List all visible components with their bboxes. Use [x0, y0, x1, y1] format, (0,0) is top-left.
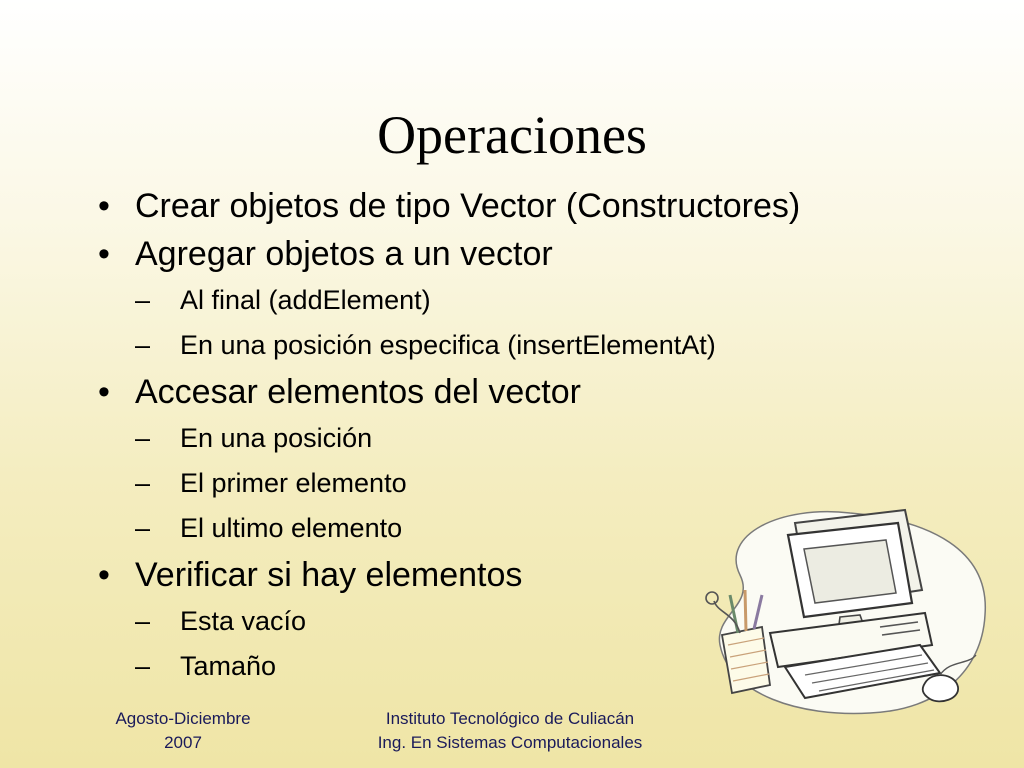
footer-year-line: 2007 — [164, 733, 202, 752]
sub-bullet-text: El ultimo elemento — [180, 513, 403, 543]
computer-clipart-icon — [700, 495, 1000, 720]
sub-bullet-text: Esta vacío — [180, 606, 307, 636]
sub-bullet-mark: – — [135, 468, 151, 498]
bullet-text: Verificar si hay elementos — [135, 556, 523, 594]
bullet-mark: • — [98, 556, 110, 594]
footer-date — [98, 707, 268, 755]
bullet-text: Crear objetos de tipo Vector (Constructores) — [135, 187, 801, 225]
bullet-item — [98, 182, 958, 230]
sub-bullet-mark: – — [135, 330, 151, 360]
sub-bullet-text: En una posición — [180, 423, 373, 453]
sub-bullet-text: Al final (addElement) — [180, 285, 431, 315]
bullet-text: Agregar objetos a un vector — [135, 235, 553, 273]
sub-bullet-mark: – — [135, 423, 151, 453]
bullet-mark: • — [98, 235, 110, 273]
sub-bullet-item — [135, 323, 958, 368]
footer-program-line: Ing. En Sistemas Computacionales — [377, 733, 643, 752]
bullet-mark: • — [98, 373, 110, 411]
bullet-item — [98, 230, 958, 278]
sub-bullet-mark: – — [135, 606, 151, 636]
sub-bullet-item — [135, 278, 958, 323]
footer-date-line: Agosto-Diciembre — [115, 709, 251, 728]
sub-bullet-text: En una posición especifica (insertElementAt) — [180, 330, 716, 360]
sub-bullet-text: El primer elemento — [180, 468, 407, 498]
sub-bullet-mark: – — [135, 651, 151, 681]
slide-title: Operaciones — [377, 105, 647, 165]
footer-institution — [340, 707, 680, 755]
sub-bullet-text: Tamaño — [180, 651, 277, 681]
sub-bullet-item — [135, 416, 958, 461]
sub-bullet-mark: – — [135, 513, 151, 543]
sub-bullet-mark: – — [135, 285, 151, 315]
footer-institution-line: Instituto Tecnológico de Culiacán — [385, 709, 635, 728]
bullet-text: Accesar elementos del vector — [135, 373, 581, 411]
bullet-item — [98, 368, 958, 416]
bullet-mark: • — [98, 187, 110, 225]
